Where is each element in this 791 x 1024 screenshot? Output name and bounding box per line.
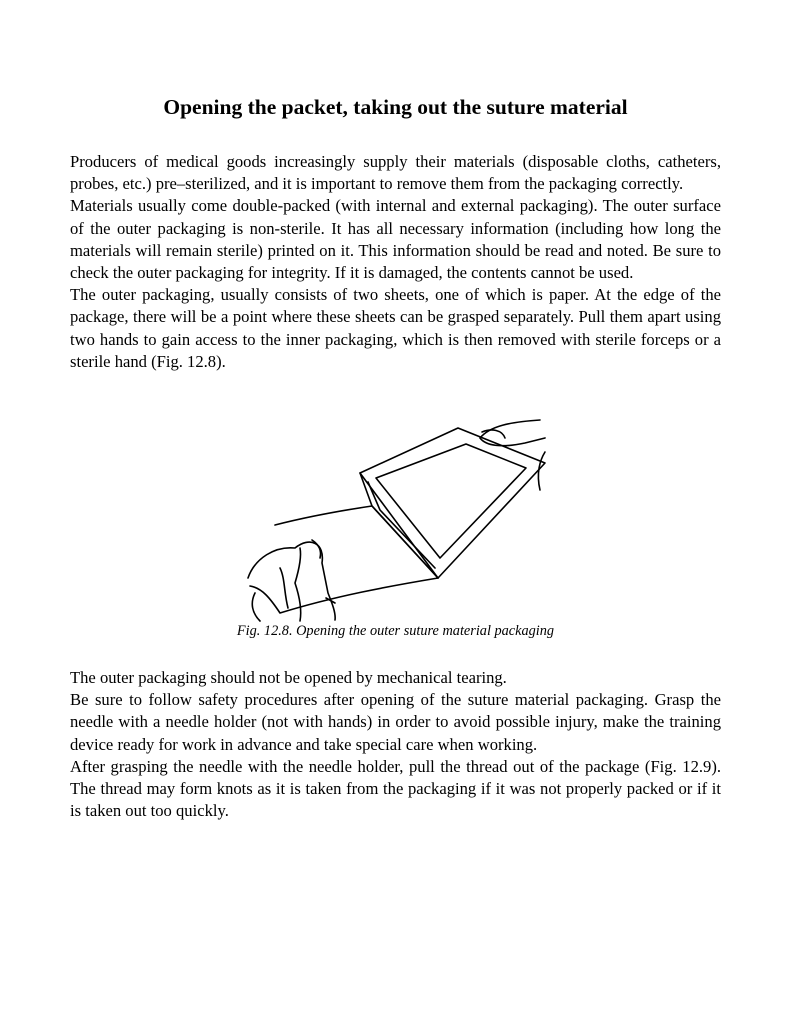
text-block-bottom	[70, 667, 721, 822]
paper-sheet	[250, 506, 438, 613]
inner-packet	[360, 428, 545, 578]
inner-packet-window	[376, 444, 526, 558]
paragraph: Materials usually come double-packed (with internal and external packaging). The outer surface of the outer packaging is non-sterile. It has all necessary information (including how long the materials will remain sterile) printed on it. This information should be read and noted. Be sure to check the outer packaging for integrity. If it is damaged, the contents cannot be used.	[70, 196, 721, 283]
page-title: Opening the packet, taking out the suture material	[163, 95, 628, 119]
paragraph: After grasping the needle with the needle holder, pull the thread out of the package (Fig. 12.9). The thread may form knots as it is taken from the packaging if it was not properly packed or if it is taken out too quickly.	[70, 756, 721, 821]
text-block-top	[70, 151, 721, 373]
paragraph: Producers of medical goods increasingly supply their materials (disposable cloths, catheters, probes, etc.) pre–sterilized, and it is important to remove them from the packaging correctly.	[70, 152, 721, 194]
paragraph: The outer packaging should not be opened by mechanical tearing.	[70, 668, 507, 687]
package-opening-illustration	[240, 418, 550, 623]
lower-hand	[248, 542, 335, 620]
paragraph: Be sure to follow safety procedures after opening of the suture material packaging. Grasp the needle with a needle holder (not with hands) in order to avoid possible injury, make the training device ready for work in advance and take special care when working.	[70, 690, 721, 754]
upper-thumb	[480, 420, 545, 446]
paragraph: The outer packaging, usually consists of two sheets, one of which is paper. At the edge of the package, there will be a point where these sheets can be grasped separately. Pull them apart using two hands to gain access to the inner packaging, which is then removed with sterile forceps or a sterile hand (Fig. 12.8).	[70, 285, 721, 371]
figure-caption: Fig. 12.8. Opening the outer suture material packaging	[236, 623, 555, 639]
